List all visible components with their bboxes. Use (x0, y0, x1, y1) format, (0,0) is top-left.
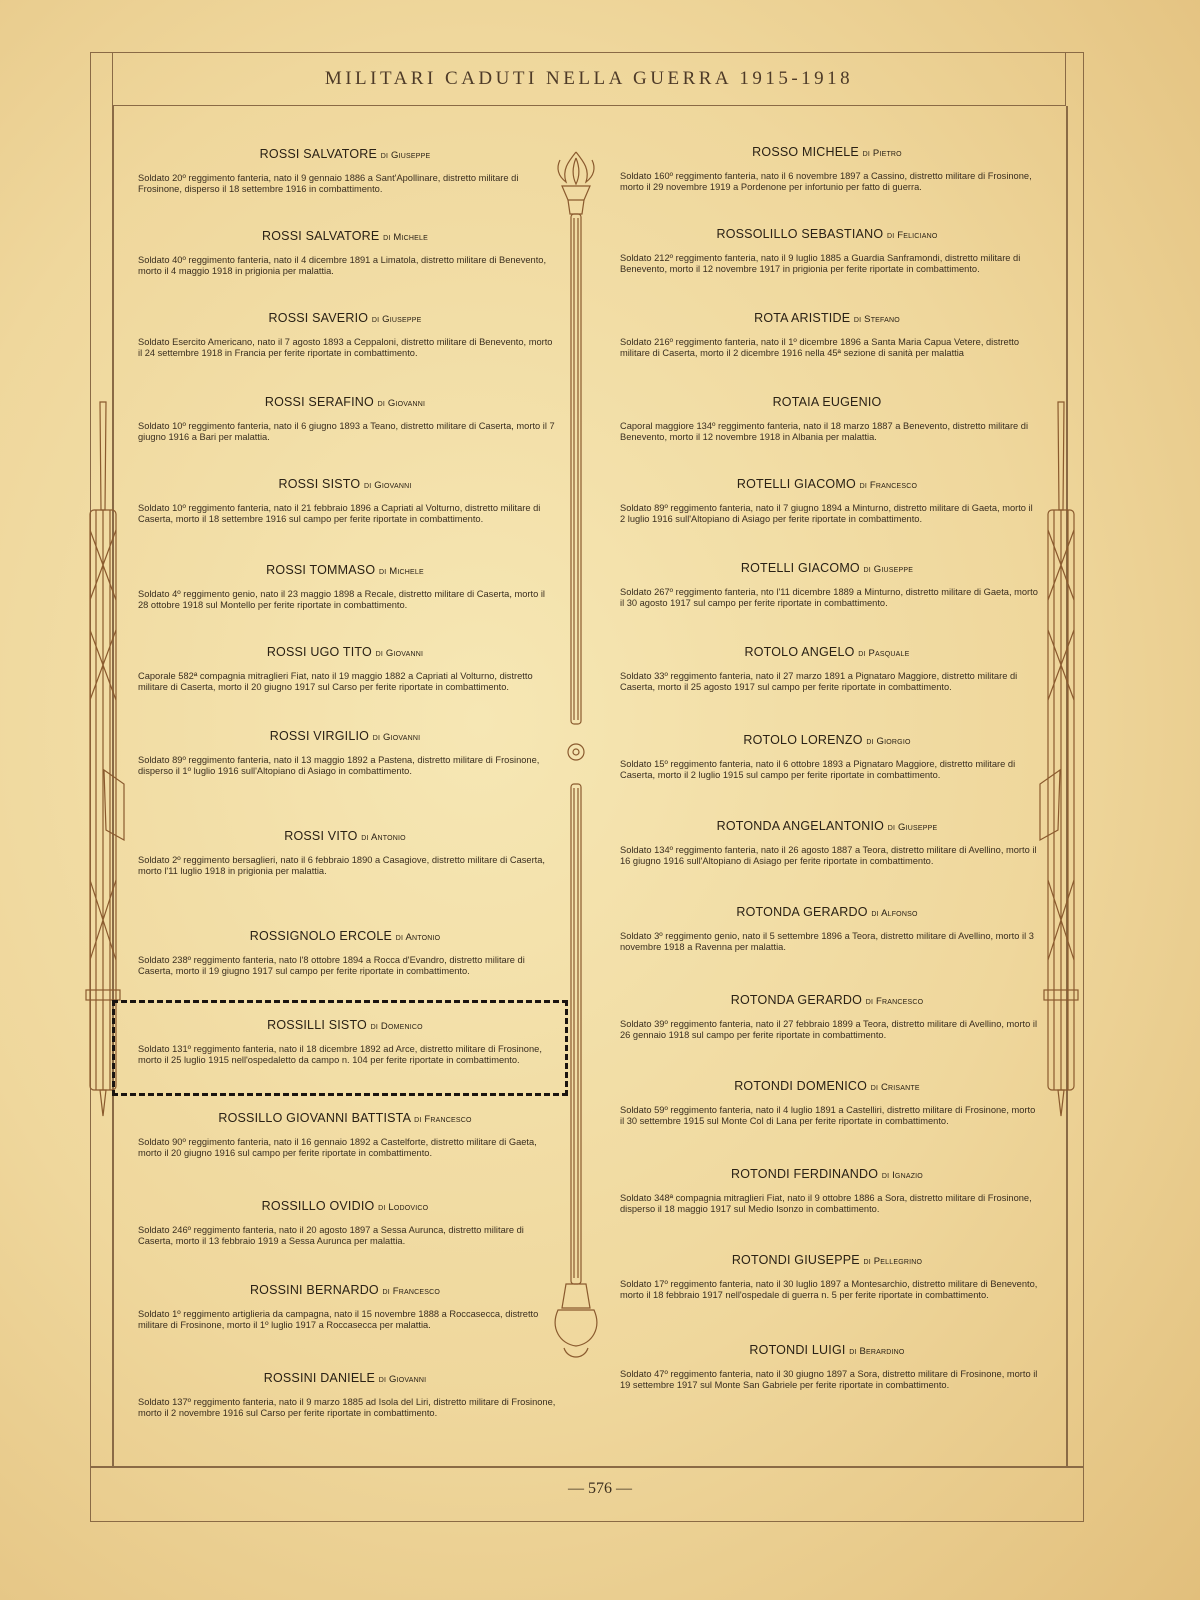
list-item (612, 477, 1042, 524)
page-header (112, 52, 1066, 106)
entry-name: ROSSI SAVERIO di Giuseppe (268, 311, 422, 325)
entry-text: Soldato 3º reggimento genio, nato il 5 settembre 1896 a Teora, distretto militare di Avellino, morto il 3 novembre 1918 a Ravenna per malattia. (620, 931, 1034, 952)
list-item (612, 733, 1042, 780)
entry-name: ROTONDA ANGELANTONIO di Giuseppe (716, 819, 938, 833)
list-item (130, 563, 560, 610)
entry-name: ROSSILLI SISTO di Domenico (267, 1018, 423, 1032)
list-item (612, 645, 1042, 692)
entry-text: Soldato 160º reggimento fanteria, nato il 6 novembre 1897 a Cassino, distretto militare di Frosinone, morto il 29 novembre 1919 a Pordenone per infortunio per fatto di guerra. (620, 171, 1032, 192)
entry-name: ROTA ARISTIDE di Stefano (754, 311, 900, 325)
entry-text: Soldato 40º reggimento fanteria, nato il 4 dicembre 1891 a Limatola, distretto militare di Benevento, morto il 4 maggio 1918 in prigionia per malattia. (138, 255, 547, 276)
entry-name: ROSSILLO GIOVANNI BATTISTA di Francesco (218, 1111, 472, 1125)
entry-text: Caporale 582ª compagnia mitraglieri Fiat, nato il 19 maggio 1882 a Capriati al Volturno, distretto militare di Caserta, morto il 20 giugno 1917 sul Carso per ferite riportate in combattimento. (138, 671, 533, 692)
entry-name: ROSSO MICHELE di Pietro (752, 145, 902, 159)
list-item (130, 1018, 560, 1065)
entry-name: ROTONDI LUIGI di Berardino (749, 1343, 905, 1357)
entry-name: ROSSI SALVATORE di Giuseppe (259, 147, 431, 161)
entry-text: Soldato 348ª compagnia mitraglieri Fiat, nato il 9 ottobre 1886 a Sora, distretto militare di Frosinone, disperso il 18 maggio 1917 sul Medio Isonzo in combattimento. (620, 1193, 1032, 1214)
list-item (612, 1343, 1042, 1390)
entry-name: ROSSINI BERNARDO di Francesco (249, 1283, 441, 1297)
entry-name: ROSSINI DANIELE di Giovanni (263, 1371, 427, 1385)
entry-name: ROTONDA GERARDO di Francesco (730, 993, 924, 1007)
entry-text: Soldato Esercito Americano, nato il 7 agosto 1893 a Ceppaloni, distretto militare di Benevento, morto il 24 settembre 1918 in Francia per ferite riportate in combattimento. (138, 337, 553, 358)
entry-text: Soldato 10º reggimento fanteria, nato il 6 giugno 1893 a Teano, distretto militare di Caserta, morto il 7 giugno 1916 a Bari per malattia. (138, 421, 555, 442)
entry-text: Soldato 17º reggimento fanteria, nato il 30 luglio 1897 a Montesarchio, distretto militare di Benevento, morto il 18 febbraio 1917 nell'ospedale di guerra n. 5 per ferite riportate in combattimento. (620, 1279, 1038, 1300)
list-item (612, 227, 1042, 274)
entry-text: Soldato 134º reggimento fanteria, nato il 26 agosto 1887 a Teora, distretto militare di Avellino, morto il 16 giugno 1916 sull'Altopiano di Asiago per ferite riportate in combattimento. (620, 845, 1037, 866)
entry-name: ROSSI TOMMASO di Michele (266, 563, 424, 577)
entry-name: ROTONDI GIUSEPPE di Pellegrino (731, 1253, 923, 1267)
entry-name: ROTELLI GIACOMO di Giuseppe (740, 561, 914, 575)
entry-name: ROSSI UGO TITO di Giovanni (266, 645, 424, 659)
list-item (612, 395, 1042, 442)
entry-text: Soldato 10º reggimento fanteria, nato il 21 febbraio 1896 a Capriati al Volturno, distretto militare di Caserta, morto il 18 settembre 1916 sul campo per ferite riportate in combattimento. (138, 503, 541, 524)
list-item (130, 229, 560, 276)
entry-text: Soldato 33º reggimento fanteria, nato il 27 marzo 1891 a Pignataro Maggiore, distretto militare di Caserta, morto il 25 agosto 1917 sul campo per ferite riportate in combattimento. (620, 671, 1018, 692)
entry-text: Soldato 212º reggimento fanteria, nato il 9 luglio 1885 a Guardia Sanframondi, distretto militare di Benevento, morto il 12 novembre 1917 in prigionia per ferite riportate in combattimento. (620, 253, 1021, 274)
entry-text: Soldato 238º reggimento fanteria, nato l'8 ottobre 1894 a Rocca d'Evandro, distretto militare di Caserta, morto il 19 giugno 1917 sul campo per ferite riportate in combattimento. (138, 955, 525, 976)
entry-text: Soldato 216º reggimento fanteria, nato il 1º dicembre 1896 a Santa Maria Capua Vetere, distretto militare di Caserta, morto il 2 dicembre 1916 nella 45ª sezione di sanità per malattia (620, 337, 1020, 358)
entry-name: ROTONDI DOMENICO di Crisante (734, 1079, 920, 1093)
list-item (130, 1371, 560, 1418)
entry-name: ROSSIGNOLO ERCOLE di Antonio (249, 929, 441, 943)
list-item (130, 929, 560, 976)
entry-text: Soldato 20º reggimento fanteria, nato il 9 gennaio 1886 a Sant'Apollinare, distretto militare di Frosinone, disperso il 18 settembre 1916 in combattimento. (138, 173, 519, 194)
entry-text: Soldato 131º reggimento fanteria, nato il 18 dicembre 1892 ad Arce, distretto militare di Frosinone, morto il 25 luglio 1915 nell'ospedaletto da campo n. 104 per ferite riportate in combattimento. (138, 1044, 542, 1065)
entry-text: Caporal maggiore 134º reggimento fanteria, nato il 18 marzo 1887 a Benevento, distretto militare di Benevento, morto il 12 novembre 1918 in Albania per malattia. (620, 421, 1029, 442)
entry-text: Soldato 59º reggimento fanteria, nato il 4 luglio 1891 a Castelliri, distretto militare di Frosinone, morto il 30 settembre 1915 sul Monte Col di Lana per ferite riportate in combattimento. (620, 1105, 1036, 1126)
entry-text: Soldato 1º reggimento artiglieria da campagna, nato il 15 novembre 1888 a Roccasecca, distretto militare di Frosinone, morto il 1º luglio 1917 a Roccasecca per malattia. (138, 1309, 539, 1330)
entry-text: Soldato 89º reggimento fanteria, nato il 13 maggio 1892 a Pastena, distretto militare di Frosinone, disperso il 1º luglio 1916 sull'Altopiano di Asiago in combattimento. (138, 755, 540, 776)
list-item (612, 145, 1042, 192)
fasces-ornament-right (1036, 400, 1086, 1120)
entry-text: Soldato 4º reggimento genio, nato il 23 maggio 1898 a Recale, distretto militare di Caserta, morto il 28 ottobre 1918 sul Montello per ferite riportate in combattimento. (138, 589, 545, 610)
list-item (130, 1111, 560, 1158)
list-item (130, 729, 560, 776)
list-item (612, 1079, 1042, 1126)
list-item (612, 993, 1042, 1040)
entry-name: ROSSI VIRGILIO di Giovanni (269, 729, 421, 743)
entry-text: Soldato 267º reggimento fanteria, nto l'11 dicembre 1889 a Minturno, distretto militare di Gaeta, morto il 30 agosto 1917 sul campo per ferite riportate in combattimento. (620, 587, 1038, 608)
entry-name: ROTONDA GERARDO di Alfonso (736, 905, 918, 919)
entry-name: ROTELLI GIACOMO di Francesco (736, 477, 918, 491)
entry-name: ROTOLO ANGELO di Pasquale (744, 645, 910, 659)
list-item (130, 1199, 560, 1246)
page-title: MILITARI CADUTI NELLA GUERRA 1915-1918 (324, 68, 854, 89)
entry-name: ROTAIA EUGENIO (772, 395, 882, 409)
list-item (130, 477, 560, 524)
entry-text: Soldato 90º reggimento fanteria, nato il 16 gennaio 1892 a Castelforte, distretto militare di Gaeta, morto il 20 giugno 1916 sul campo per ferite riportate in combattimento. (138, 1137, 537, 1158)
entry-text: Soldato 47º reggimento fanteria, nato il 30 giugno 1897 a Sora, distretto militare di Frosinone, morto il 19 settembre 1917 sul Monte San Gabriele per ferite riportate in combattimento. (620, 1369, 1038, 1390)
entry-name: ROSSOLILLO SEBASTIANO di Feliciano (716, 227, 938, 241)
list-item (612, 1167, 1042, 1214)
list-item (130, 645, 560, 692)
list-item (612, 311, 1042, 358)
entry-name: ROSSI SISTO di Giovanni (278, 477, 412, 491)
entry-text: Soldato 89º reggimento fanteria, nato il 7 giugno 1894 a Minturno, distretto militare di Gaeta, morto il 2 luglio 1916 sull'Altopiano di Asiago per ferite riportate in combattimento. (620, 503, 1033, 524)
list-item (612, 905, 1042, 952)
entry-name: ROSSI SALVATORE di Michele (262, 229, 428, 243)
entry-text: Soldato 15º reggimento fanteria, nato il 6 ottobre 1893 a Pignataro Maggiore, distretto militare di Caserta, morto il 2 luglio 1915 sul campo per ferite riportate in combattimento. (620, 759, 1016, 780)
page-number: — 576 — (568, 1480, 632, 1497)
entry-name: ROSSI VITO di Antonio (284, 829, 406, 843)
list-item (612, 1253, 1042, 1300)
footer-rule (90, 1466, 1084, 1468)
entry-name: ROSSI SERAFINO di Giovanni (264, 395, 426, 409)
list-item (130, 395, 560, 442)
list-item (130, 1283, 560, 1330)
entry-name: ROTOLO LORENZO di Giorgio (743, 733, 911, 747)
list-item (612, 819, 1042, 866)
entry-text: Soldato 137º reggimento fanteria, nato il 9 marzo 1885 ad Isola del Liri, distretto militare di Frosinone, morto il 2 novembre 1916 sul Carso per ferite riportate in combattimento. (138, 1397, 556, 1418)
entry-text: Soldato 246º reggimento fanteria, nato il 20 agosto 1897 a Sessa Aurunca, distretto militare di Caserta, morto il 13 febbraio 1919 a Sessa Aurunca per malattia. (138, 1225, 524, 1246)
list-item (130, 311, 560, 358)
list-item (612, 561, 1042, 608)
entry-name: ROSSILLO OVIDIO di Lodovico (261, 1199, 429, 1213)
list-item (130, 147, 560, 194)
entry-text: Soldato 2º reggimento bersaglieri, nato il 6 febbraio 1890 a Casagiove, distretto militare di Caserta, morto l'11 luglio 1918 in prigionia per malattia. (138, 855, 546, 876)
entry-name: ROTONDI FERDINANDO di Ignazio (731, 1167, 923, 1181)
entry-text: Soldato 39º reggimento fanteria, nato il 27 febbraio 1899 a Teora, distretto militare di Avellino, morto il 26 gennaio 1918 sul campo per ferite riportate in combattimento. (620, 1019, 1038, 1040)
list-item (130, 829, 560, 876)
